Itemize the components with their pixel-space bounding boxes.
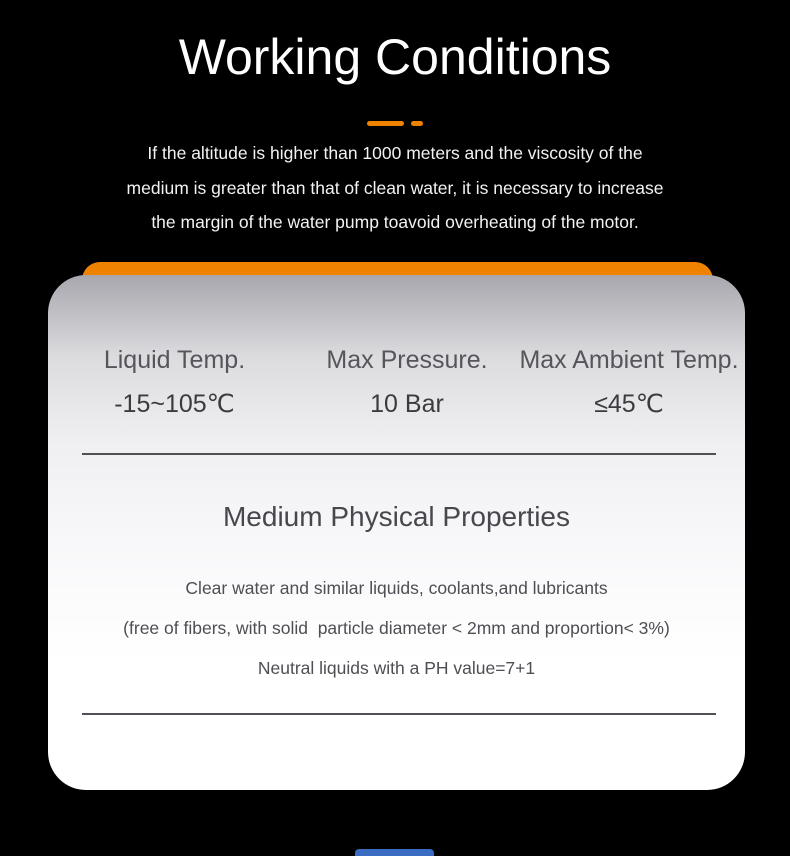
card-divider-top — [82, 453, 716, 455]
intro-line-1: If the altitude is higher than 1000 meters and the viscosity of the — [147, 143, 643, 163]
intro-line-2: medium is greater than that of clean water, it is necessary to increase — [126, 177, 664, 198]
spec-max-ambient-temp — [513, 345, 745, 419]
title-divider — [0, 121, 790, 126]
spec-label: Liquid Temp. — [103, 346, 246, 374]
spec-label: Max Pressure. — [326, 346, 488, 374]
medium-line-1: Clear water and similar liquids, coolants,and lubricants — [185, 578, 608, 598]
spec-liquid-temp — [48, 345, 301, 419]
spec-max-pressure — [301, 345, 513, 419]
divider-dash-long-icon — [367, 121, 404, 126]
spec-value: -15~105℃ — [114, 390, 235, 418]
medium-properties-title: Medium Physical Properties — [222, 501, 571, 532]
intro-paragraph — [0, 136, 790, 240]
spec-value: 10 Bar — [370, 390, 444, 418]
spec-label: Max Ambient Temp. — [519, 346, 739, 374]
intro-line-3: the margin of the water pump toavoid overheating of the motor. — [151, 212, 639, 232]
medium-line-3: Neutral liquids with a PH value=7+1 — [257, 658, 536, 678]
next-section-peek — [355, 849, 434, 856]
working-conditions-card — [48, 275, 745, 790]
page-title: Working Conditions — [178, 29, 612, 85]
medium-line-2: (free of fibers, with solid particle diameter < 2mm and proportion< 3%) — [123, 618, 670, 638]
medium-properties-text — [48, 568, 745, 688]
specs-row — [48, 345, 745, 419]
divider-dash-short-icon — [411, 121, 423, 126]
card-divider-bottom — [82, 713, 716, 715]
spec-value: ≤45℃ — [594, 390, 664, 418]
